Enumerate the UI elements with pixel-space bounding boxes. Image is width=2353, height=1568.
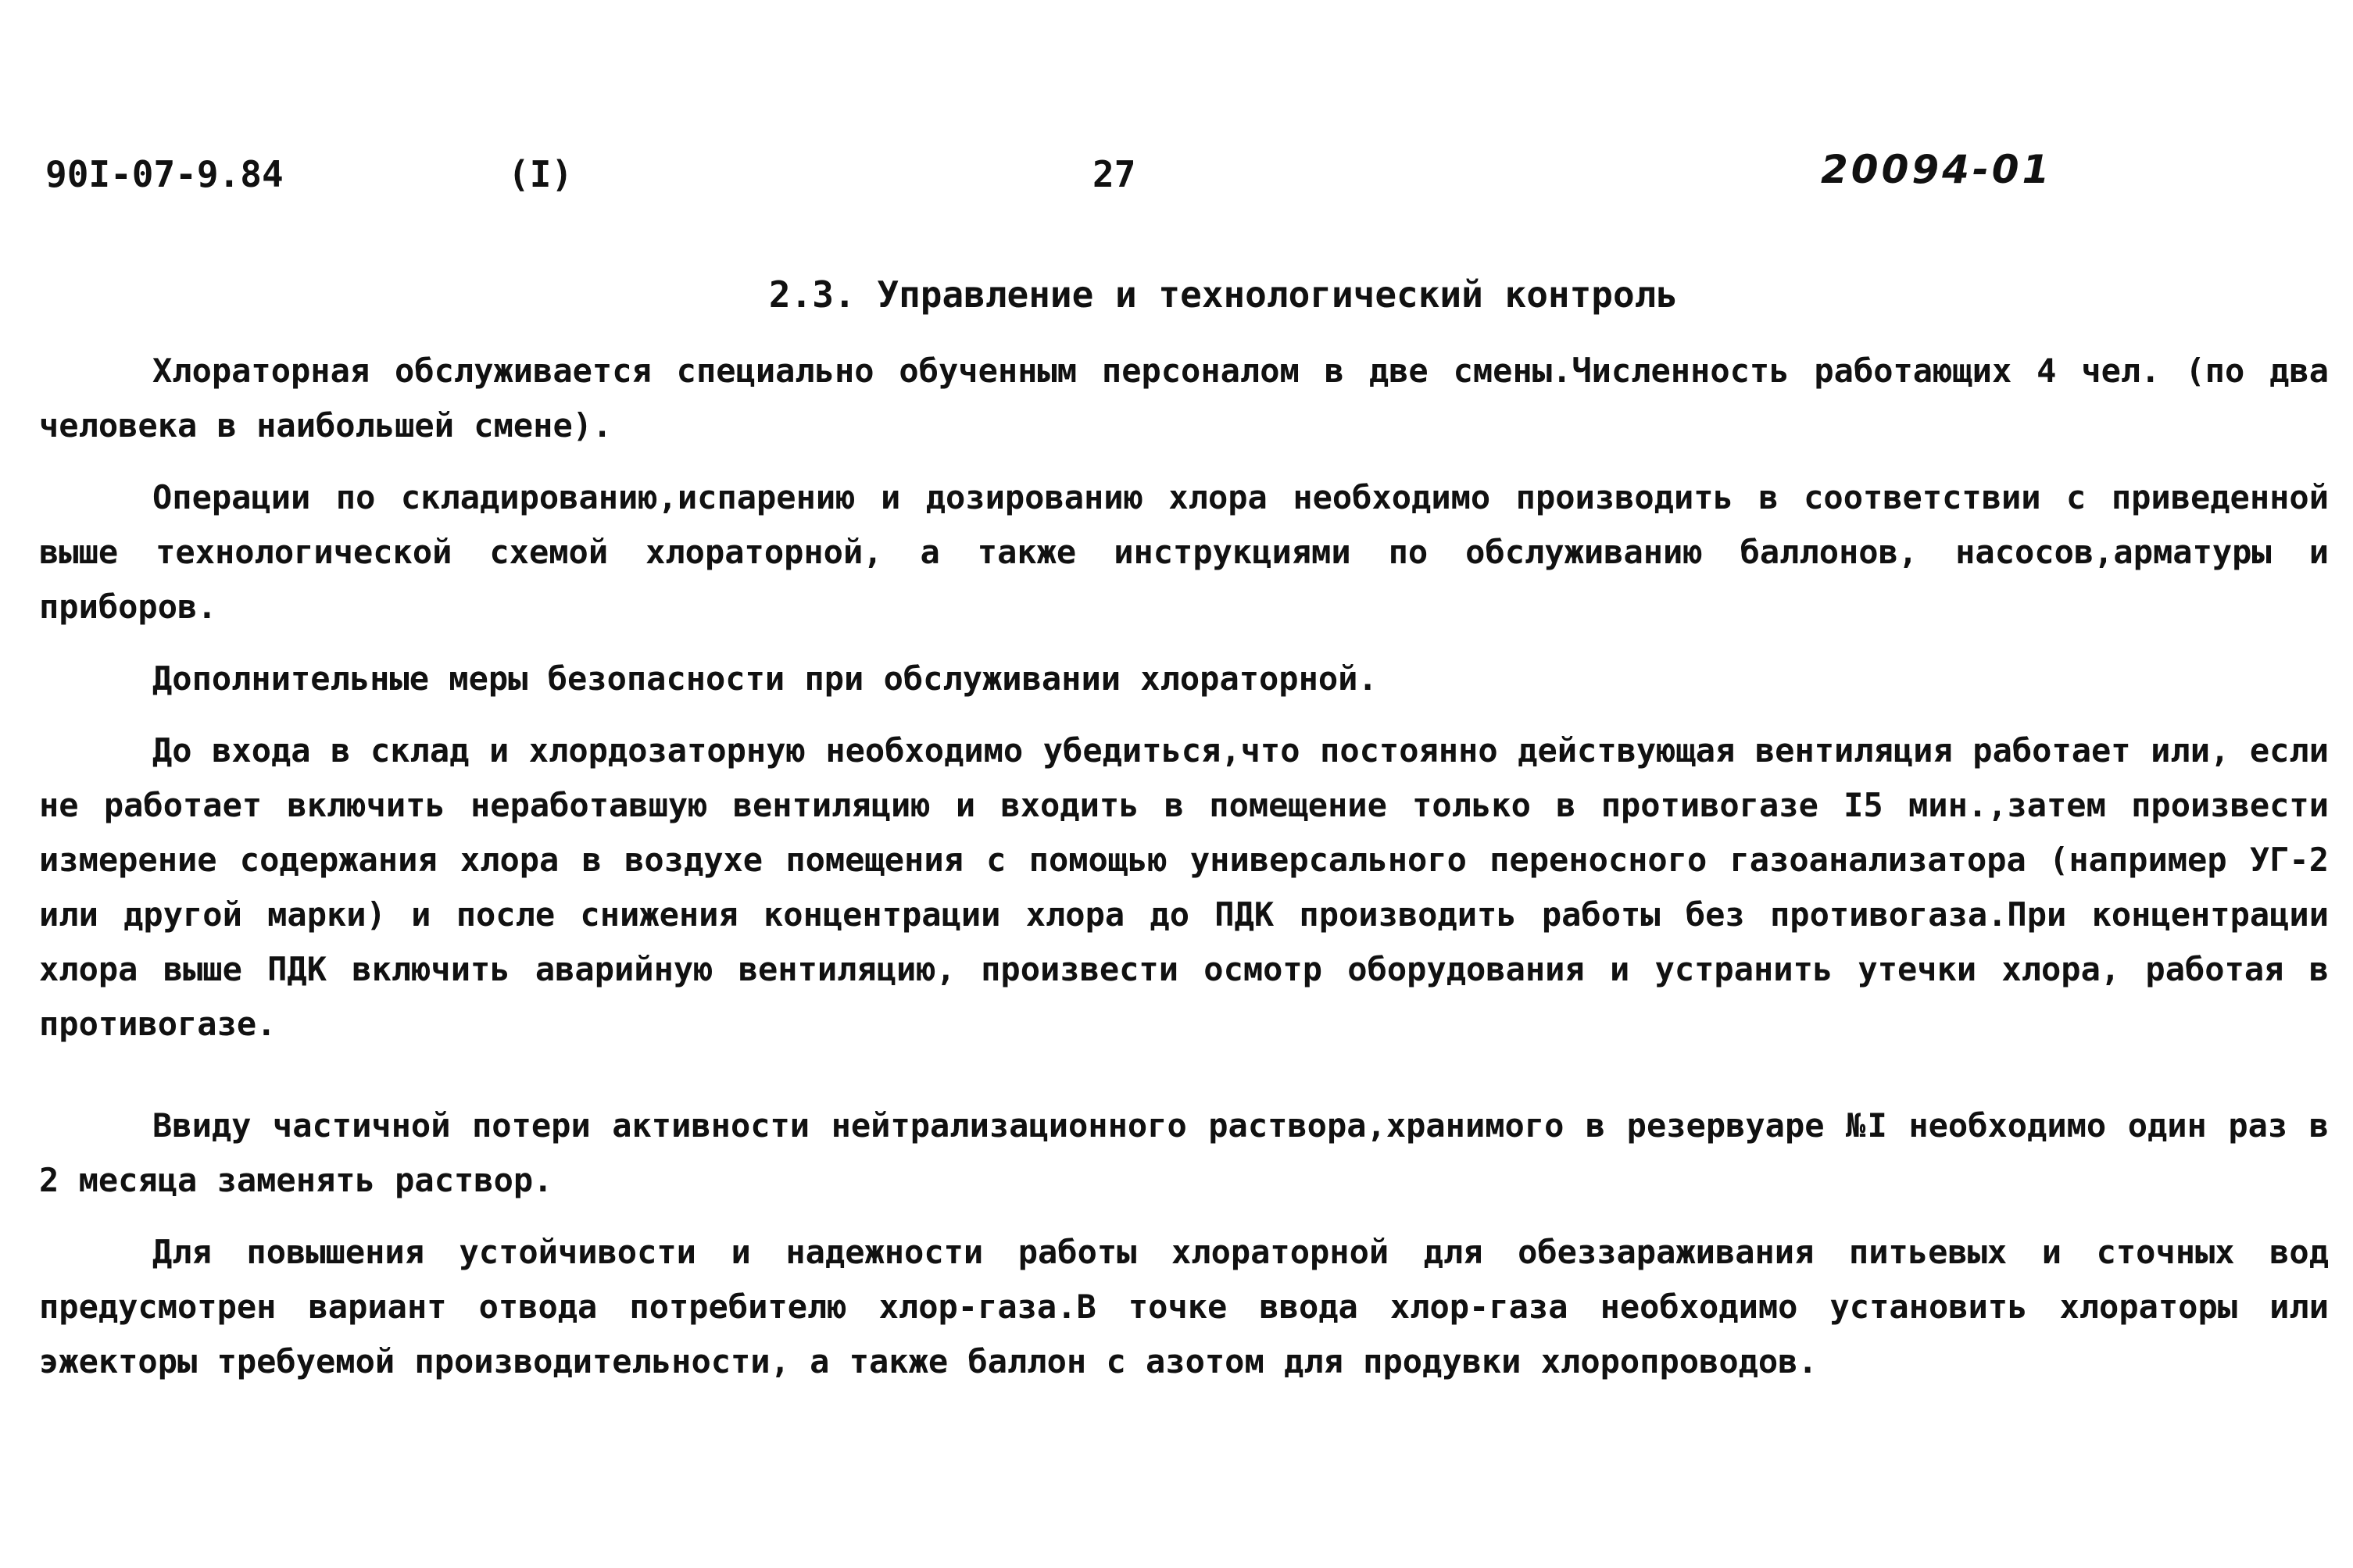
paragraph-operations: Операции по складированию,испарению и дозированию хлора необходимо производить в соответствии с приведенной выше технологической схемой хлораторной, а также инструкциями по обслуживанию баллонов, насосов,арматуры и приборов. bbox=[39, 478, 2329, 626]
volume-number: (I) bbox=[508, 153, 574, 195]
page-number: 27 bbox=[1092, 153, 1136, 195]
paragraph-safety-heading: Дополнительные меры безопасности при обслуживании хлораторной. bbox=[152, 659, 1378, 698]
paragraph-neutralization: Ввиду частичной потери активности нейтрализационного раствора,хранимого в резервуаре №I необходимо один раз в 2 месяца заменять раствор. bbox=[39, 1106, 2329, 1199]
document-code: 90I-07-9.84 bbox=[45, 153, 284, 195]
paragraph-ventilation: До входа в склад и хлордозаторную необходимо убедиться,что постоянно действующая вентиляция работает или, если не работает включить неработавшую вентиляцию и входить в помещение только в противогазе I5 мин.,затем произвести измерение содержания хлора в воздухе помещения с помощью универсального переносного газоанализатора (например УГ-2 или другой марки) и после снижения концентрации хлора до ПДК производить работы без противогаза.При концентрации хлора выше ПДК включить аварийную вентиляцию, произвести осмотр оборудования и устранить утечки хлора, работая в противогазе. bbox=[39, 731, 2329, 1043]
section-title: 2.3. Управление и технологический контроль bbox=[768, 273, 1679, 316]
archive-number: 20094-01 bbox=[1821, 147, 2053, 192]
body-text bbox=[39, 344, 2329, 1406]
page-header bbox=[0, 147, 2353, 208]
paragraph-staffing: Хлораторная обслуживается специально обученным персоналом в две смены.Численность работающих 4 чел. (по два человека в наибольшей смене). bbox=[39, 352, 2329, 445]
paragraph-reliability: Для повышения устойчивости и надежности работы хлораторной для обеззараживания питьевых и сточных вод предусмотрен вариант отвода потребителю хлор-газа.В точке ввода хлор-газа необходимо установить хлораторы или эжекторы требуемой производительности, а также баллон с азотом для продувки хлоропроводов. bbox=[39, 1233, 2329, 1380]
